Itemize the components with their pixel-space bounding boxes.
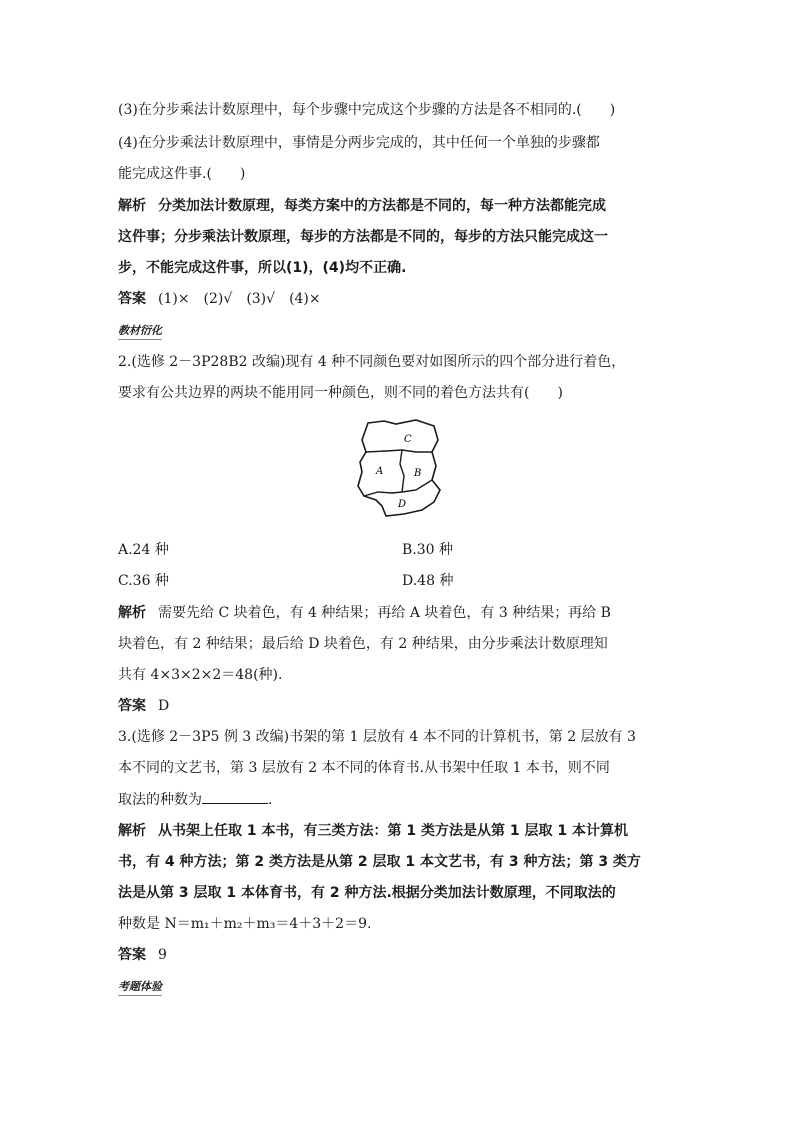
question-item-4-line1: (4)在分步乘法计数原理中，事情是分两步完成的，其中任何一个单独的步骤都	[118, 135, 600, 151]
question-item-3: (3)在分步乘法计数原理中，每个步骤中完成这个步骤的方法是各不相同的.( )	[118, 102, 616, 118]
region-label-b: B	[414, 468, 422, 479]
answer-text: 9	[158, 947, 167, 963]
question-2-line1: 2.(选修 2－3P28B2 改编)现有 4 种不同颜色要对如图所示的四个部分进行着色，	[118, 354, 626, 370]
answer-text: (1)× (2)√ (3)√ (4)×	[158, 291, 321, 307]
answer-text: D	[158, 698, 170, 714]
option-c: C.36 种	[118, 573, 169, 589]
region-label-c: C	[404, 434, 412, 445]
analysis-text: 需要先给 C 块着色，有 4 种结果；再给 A 块着色，有 3 种结果；再给 B	[158, 605, 611, 621]
answer-label: 答案	[118, 698, 146, 714]
question-3-line1: 3.(选修 2－3P5 例 3 改编)书架的第 1 层放有 4 本不同的计算机书，第 2 层放有 3	[118, 729, 636, 745]
question-3-line3	[118, 789, 272, 810]
question-item-4-line2: 能完成这件事.( )	[118, 166, 246, 182]
analysis-line: 书，有 4 种方法；第 2 类方法是从第 2 层取 1 本文艺书，有 3 种方法；第 3 类方	[118, 854, 641, 870]
question-3-line2: 本不同的文艺书，第 3 层放有 2 本不同的体育书.从书架中任取 1 本书，则不同	[118, 760, 610, 776]
analysis-line: 块着色，有 2 种结果；最后给 D 块着色，有 2 种结果，由分步乘法计数原理知	[118, 636, 608, 652]
border-c	[366, 450, 432, 452]
analysis-label: 解析	[118, 823, 146, 839]
analysis-label: 解析	[118, 605, 146, 621]
analysis-block-q2	[118, 603, 611, 623]
question-2-line2: 要求有公共边界的两块不能用同一种颜色，则不同的着色方法共有( )	[118, 385, 563, 401]
region-label-a: A	[376, 466, 384, 477]
answer-block-q3	[118, 945, 167, 965]
analysis-line: 步，不能完成这件事，所以(1)，(4)均不正确.	[118, 260, 407, 276]
analysis-block-prev	[118, 196, 606, 216]
analysis-line: 这件事；分步乘法计数原理，每步的方法都是不同的，每步的方法只能完成这一	[118, 229, 608, 245]
analysis-block-q3	[118, 821, 628, 841]
analysis-line: 种数是 N＝m₁＋m₂＋m₃＝4＋3＋2＝9.	[118, 916, 372, 932]
section-tag-exam: 考题体验	[118, 978, 162, 996]
option-d: D.48 种	[402, 573, 454, 589]
question-3-text: 取法的种数为	[118, 792, 202, 808]
analysis-line: 法是从第 3 层取 1 本体育书，有 2 种方法.根据分类加法计数原理，不同取法的	[118, 885, 616, 901]
map-figure	[356, 418, 446, 527]
section-tag-textbook: 教材衍化	[118, 322, 162, 340]
question-3-period: .	[268, 792, 273, 808]
answer-label: 答案	[118, 291, 146, 307]
answer-block-prev	[118, 289, 321, 309]
analysis-text: 从书架上任取 1 本书，有三类方法：第 1 类方法是从第 1 层取 1 本计算机	[158, 823, 628, 839]
analysis-label: 解析	[118, 198, 146, 214]
four-region-map	[356, 418, 446, 523]
border-d	[364, 480, 432, 496]
option-b: B.30 种	[402, 542, 454, 558]
border-ab	[400, 450, 404, 492]
answer-block-q2	[118, 696, 169, 716]
answer-blank[interactable]	[202, 789, 268, 804]
analysis-text: 分类加法计数原理，每类方案中的方法都是不同的，每一种方法都能完成	[158, 198, 606, 214]
region-label-d: D	[398, 499, 407, 510]
option-a: A.24 种	[118, 542, 169, 558]
analysis-line: 共有 4×3×2×2＝48(种).	[118, 667, 283, 683]
answer-label: 答案	[118, 947, 146, 963]
